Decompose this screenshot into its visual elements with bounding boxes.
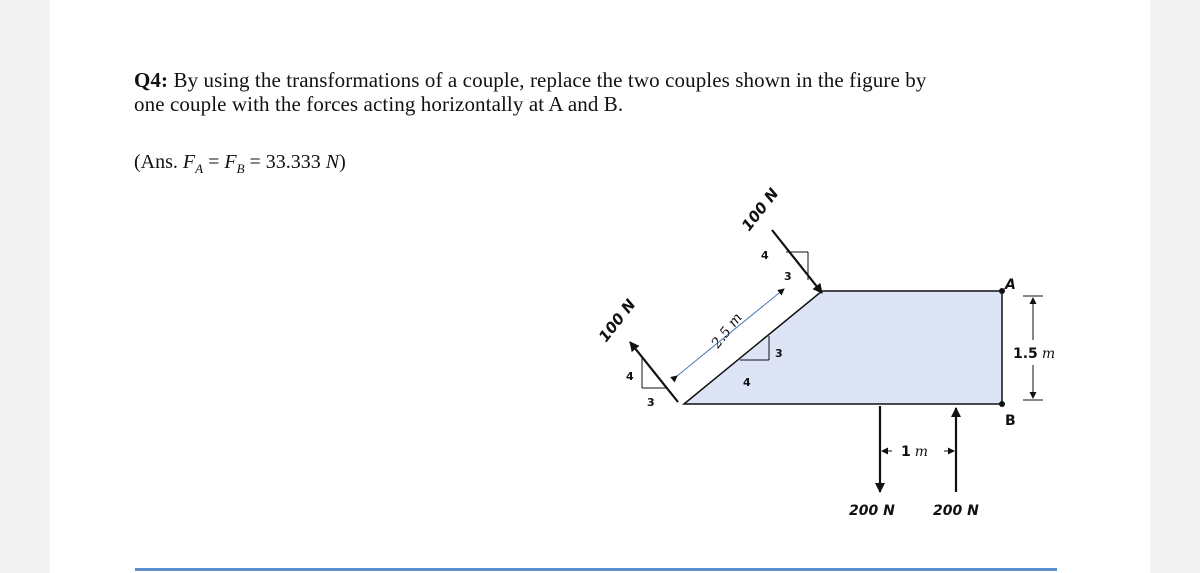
answer-fa: F	[182, 151, 196, 173]
question-line-2: one couple with the forces acting horizontally at A and B.	[134, 92, 624, 116]
slope-top-4: 4	[761, 249, 769, 262]
answer-eq1: =	[203, 151, 225, 173]
slope-mid-4: 4	[743, 376, 751, 389]
force-label-top: 100 N	[737, 184, 783, 235]
slope-left-3: 3	[647, 396, 655, 409]
bottom-divider	[135, 568, 1057, 571]
question-text-1: By using the transformations of a couple, replace the two couples shown in the figure by	[173, 68, 927, 92]
answer-unit: N	[325, 151, 340, 173]
force-arrow-top	[772, 230, 822, 293]
point-b-label: B	[1005, 413, 1016, 429]
slope-left-4: 4	[626, 370, 634, 383]
force-arrow-left	[630, 342, 678, 402]
force-label-down: 200 N	[849, 503, 895, 519]
plate-body	[684, 291, 1002, 404]
force-label-left: 100 N	[594, 295, 640, 346]
height-label-1-5m: 1.5 m	[1013, 346, 1056, 362]
force-label-up: 200 N	[933, 503, 979, 519]
answer-eq2: = 33.333	[244, 151, 326, 173]
point-b-dot	[999, 401, 1005, 407]
answer-open: (Ans.	[134, 151, 183, 173]
slope-top-3: 3	[784, 270, 792, 283]
answer-fb-sub: B	[236, 161, 245, 176]
spacing-label-1m: 1 m	[901, 444, 929, 460]
length-label-2-5m: 2.5 m	[708, 310, 746, 352]
question-number: Q4:	[134, 68, 169, 92]
answer-fb: F	[224, 151, 237, 173]
slope-mid-3: 3	[775, 347, 783, 360]
point-a-label: A	[1005, 277, 1016, 293]
answer-close: )	[339, 151, 346, 173]
answer-fa-sub: A	[195, 161, 204, 176]
